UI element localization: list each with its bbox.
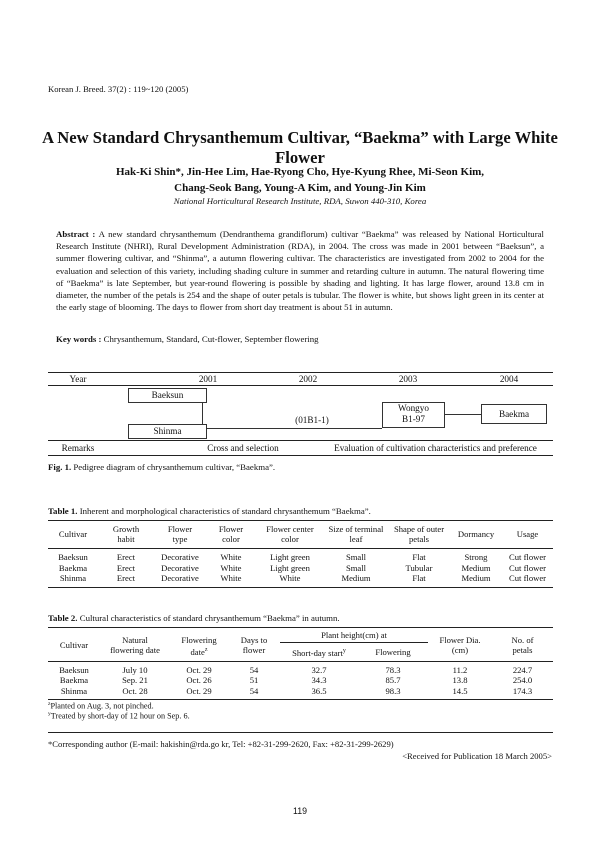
t2-h-flowering-1: Flowering — [181, 634, 217, 645]
table-cell: Baekma — [58, 562, 88, 573]
figure-caption — [48, 462, 275, 472]
t2-h-plant-height: Plant height(cm) at — [280, 628, 428, 643]
footnote-y — [48, 711, 190, 721]
remarks-evaluation: Evaluation of cultivation characteristics and preference — [334, 443, 537, 453]
t2-h-flowering-2: date — [190, 646, 205, 657]
table-cell: White — [206, 573, 256, 587]
table1-body — [48, 549, 553, 588]
table-cell: 54 — [228, 686, 280, 700]
corresponding-author: *Corresponding author (E-mail: hakishin@rda.go kr, Tel: +82-31-299-2620, Fax: +82-31-299-2629) — [48, 739, 394, 749]
table-cell: Small — [345, 552, 367, 562]
table-cell: Decorative — [161, 552, 199, 562]
t1-header-line: Cultivar — [58, 529, 88, 539]
year-2003: 2003 — [398, 374, 418, 384]
t2-h-petals-1: No. of — [511, 635, 534, 646]
table-cell: 254.0 — [512, 675, 533, 686]
table-cell: Medium — [461, 562, 491, 573]
keywords — [56, 334, 544, 344]
box-wongyo — [382, 402, 445, 428]
journal-citation: Korean J. Breed. 37(2) : 119~120 (2005) — [48, 84, 189, 94]
table-cell: 85.7 — [385, 675, 401, 686]
t1-header-line: Dormancy — [457, 529, 495, 539]
table-cell: 54 — [249, 664, 259, 675]
t1-header-cell — [450, 521, 502, 549]
table-cell: 51 — [249, 675, 259, 686]
table-row — [48, 686, 553, 700]
table-cell: Medium — [324, 573, 388, 587]
table-cell: Flat — [412, 552, 426, 562]
box-baeksun: Baeksun — [128, 388, 207, 403]
t1-header-line: Flower — [167, 524, 193, 534]
table-cell: Cut flower — [509, 562, 546, 573]
table1-caption-label: Table 1. — [48, 506, 78, 516]
table-cell: White — [220, 552, 242, 562]
table-row — [48, 675, 553, 686]
t2-h-dia-1: Flower Dia. — [439, 635, 481, 646]
abstract-text: A new standard chrysanthemum (Dendranthema grandiflorum) cultivar “Baekma” was released by National Horticultural Research Institute (NHRI), Rural Development Administration (RDA), in 2004. The cross was made in 2001 between “Baeksun”, a summer flowering cultivar, and “Shinma”, a autumn flowering cultivar. The characteristics are investigated from 2002 to 2004 for the evaluation and selection of this variety, including shading culture in summer and retarding culture in autumn. The natural flowering time of “Baekma” is late September, but year-round flowering is possible by shading and lighting. It has large flower, around 13.8 cm in diameter, the number of the petals is 254 and the shape of outer petals is tubular. The flower is white, but shows light green in its center at the early stage of blooming. The days to flower from short day treatment is about 51 in autumn. — [56, 229, 544, 313]
wongyo-line: B1-97 — [402, 414, 425, 424]
table2-caption-text: Cultural characteristics of standard chrysanthemum “Baekma” in autumn. — [77, 613, 340, 623]
table-cell: Light green — [270, 562, 310, 573]
t2-h-days-2: flower — [242, 645, 266, 656]
t2-h-days-1: Days to — [240, 635, 268, 646]
table-cell: Cut flower — [509, 552, 546, 562]
t1-header-line: Flower — [218, 524, 244, 534]
diagram-header-rule — [48, 385, 553, 386]
author-list — [60, 164, 540, 196]
table-cell: Oct. 28 — [100, 686, 170, 700]
footnote-rule — [48, 732, 553, 733]
table-cell: Light green — [270, 552, 310, 562]
t2-h-petals-2: petals — [512, 645, 533, 656]
t2-h-cultivar: Cultivar — [48, 628, 100, 662]
remarks-label: Remarks — [61, 443, 95, 453]
table-cell: Baekma — [59, 675, 89, 686]
footnote-y-text: Treated by short-day of 12 hour on Sep. 6. — [50, 711, 190, 721]
t1-header-cell — [154, 521, 206, 549]
t1-header-line: Flower center — [266, 524, 314, 534]
table-cell: Decorative — [161, 562, 199, 573]
table-cell: Tubular — [405, 562, 433, 573]
t2-h-natural-1: Natural — [122, 635, 148, 646]
received-date: <Received for Publication 18 March 2005> — [402, 751, 552, 761]
t1-header-cell — [48, 521, 98, 549]
t2-h-flowering-date — [170, 628, 228, 662]
table-characteristics — [48, 520, 553, 588]
table-cell: Erect — [116, 562, 136, 573]
year-2002: 2002 — [298, 374, 318, 384]
table-row — [48, 661, 553, 675]
table-cell: 34.3 — [311, 675, 327, 686]
wongyo-name: Wongyo — [398, 403, 429, 413]
table1-header-row — [48, 521, 553, 549]
abstract-label: Abstract : — [56, 229, 96, 239]
table-cell: Baeksun — [58, 552, 88, 562]
t2-h-shortday — [280, 643, 358, 662]
table-cell: 78.3 — [385, 664, 401, 675]
table-cell: Oct. 26 — [186, 675, 212, 686]
table-cell: Oct. 29 — [186, 664, 212, 675]
table2-header-row-1 — [48, 628, 553, 643]
table-cell: July 10 — [122, 664, 148, 675]
t2-h-petals — [492, 628, 553, 662]
t2-h-natural — [100, 628, 170, 662]
footnote-y-mark: y — [48, 711, 51, 717]
figure-caption-text: Pedigree diagram of chrysanthemum cultivar, “Baekma”. — [71, 462, 276, 472]
table-cell: Cut flower — [502, 573, 553, 587]
t1-header-cell — [206, 521, 256, 549]
t1-header-line: color — [281, 534, 299, 544]
table-cell: Small — [345, 562, 367, 573]
t2-h-flowering-2-wrap — [170, 645, 228, 657]
box-baekma: Baekma — [481, 404, 547, 424]
t1-header-line: leaf — [349, 534, 363, 544]
authors-line-2: Chang-Seok Bang, Young-A Kim, and Young-Jin Kim — [174, 182, 426, 194]
table-cultural — [48, 627, 553, 700]
table-cell: Oct. 29 — [170, 686, 228, 700]
table-cell: 224.7 — [512, 664, 533, 675]
table-row — [48, 573, 553, 587]
t1-header-cell — [502, 521, 553, 549]
t2-h-flowering-sup: z — [204, 646, 208, 653]
t2-h-flowering-sub: Flowering — [358, 643, 428, 662]
t2-h-days — [228, 628, 280, 662]
page-number: 119 — [292, 806, 308, 816]
table-row — [48, 549, 553, 563]
table-cell: 13.8 — [452, 675, 468, 686]
t1-header-line: color — [222, 534, 240, 544]
table-cell: 98.3 — [358, 686, 428, 700]
t1-header-cell — [98, 521, 154, 549]
t1-header-line: petals — [408, 534, 430, 544]
table-cell: 32.7 — [311, 664, 327, 675]
table-cell: Medium — [450, 573, 502, 587]
table-cell: 14.5 — [428, 686, 492, 700]
remarks-cross-selection: Cross and selection — [207, 443, 279, 453]
t1-header-line: Usage — [516, 529, 539, 539]
table-cell: Shinma — [48, 573, 98, 587]
year-2001: 2001 — [198, 374, 218, 384]
t1-header-cell — [324, 521, 388, 549]
table-cell: White — [256, 573, 324, 587]
year-header: Year — [69, 374, 87, 384]
table-cell: 174.3 — [492, 686, 553, 700]
t1-header-line: Shape of outer — [393, 524, 445, 534]
table-cell: Erect — [116, 552, 136, 562]
table1-caption — [48, 506, 371, 516]
table-row — [48, 563, 553, 574]
footnote-z-text: Planted on Aug. 3, not pinched. — [50, 701, 154, 711]
t2-h-dia — [428, 628, 492, 662]
footnote-z — [48, 701, 154, 711]
t1-header-line: habit — [117, 534, 135, 544]
table2-caption — [48, 613, 340, 623]
table-cell: Flat — [388, 573, 450, 587]
table-cell: Decorative — [154, 573, 206, 587]
paper-title: A New Standard Chrysanthemum Cultivar, “Baekma” with Large White Flower — [42, 128, 558, 167]
diagram-bottom-rule — [48, 455, 553, 456]
table-cell: White — [220, 562, 242, 573]
t1-header-line: Size of terminal — [328, 524, 384, 534]
table2-body — [48, 661, 553, 700]
table-cell: Strong — [464, 552, 488, 562]
table-cell: Sep. 21 — [122, 675, 148, 686]
table-cell: 11.2 — [452, 664, 468, 675]
keywords-text: Chrysanthemum, Standard, Cut-flower, September flowering — [101, 334, 319, 344]
selection-line-label: (01B1-1) — [295, 415, 329, 425]
t1-header-line: type — [172, 534, 188, 544]
t1-header-cell — [256, 521, 324, 549]
abstract — [56, 228, 544, 313]
footnote-z-mark: z — [48, 701, 51, 707]
t2-h-dia-2: (cm) — [451, 645, 469, 656]
t2-h-natural-2: flowering date — [110, 645, 160, 656]
t2-h-shortday-text: Short-day start — [292, 647, 343, 658]
diagram-top-rule — [48, 372, 553, 373]
box-shinma: Shinma — [128, 424, 207, 439]
table2-caption-label: Table 2. — [48, 613, 78, 623]
table1-caption-text: Inherent and morphological characteristics of standard chrysanthemum “Baekma”. — [77, 506, 371, 516]
table-cell: Shinma — [48, 686, 100, 700]
year-2004: 2004 — [499, 374, 519, 384]
pedigree-diagram — [48, 372, 553, 456]
t2-h-shortday-sup: y — [342, 648, 346, 654]
table-cell: Baeksun — [59, 664, 89, 675]
figure-caption-label: Fig. 1. — [48, 462, 72, 472]
t1-header-cell — [388, 521, 450, 549]
table-cell: Erect — [98, 573, 154, 587]
diagram-remarks-rule — [48, 440, 553, 441]
keywords-label: Key words : — [56, 334, 102, 344]
connector-cross — [202, 428, 382, 429]
authors-line-1: Hak-Ki Shin*, Jin-Hee Lim, Hae-Ryong Cho, Hye-Kyung Rhee, Mi-Seon Kim, — [115, 166, 485, 178]
t1-header-line: Growth — [112, 524, 140, 534]
affiliation: National Horticultural Research Institute, RDA, Suwon 440-310, Korea — [173, 196, 427, 206]
table-cell: 36.5 — [280, 686, 358, 700]
